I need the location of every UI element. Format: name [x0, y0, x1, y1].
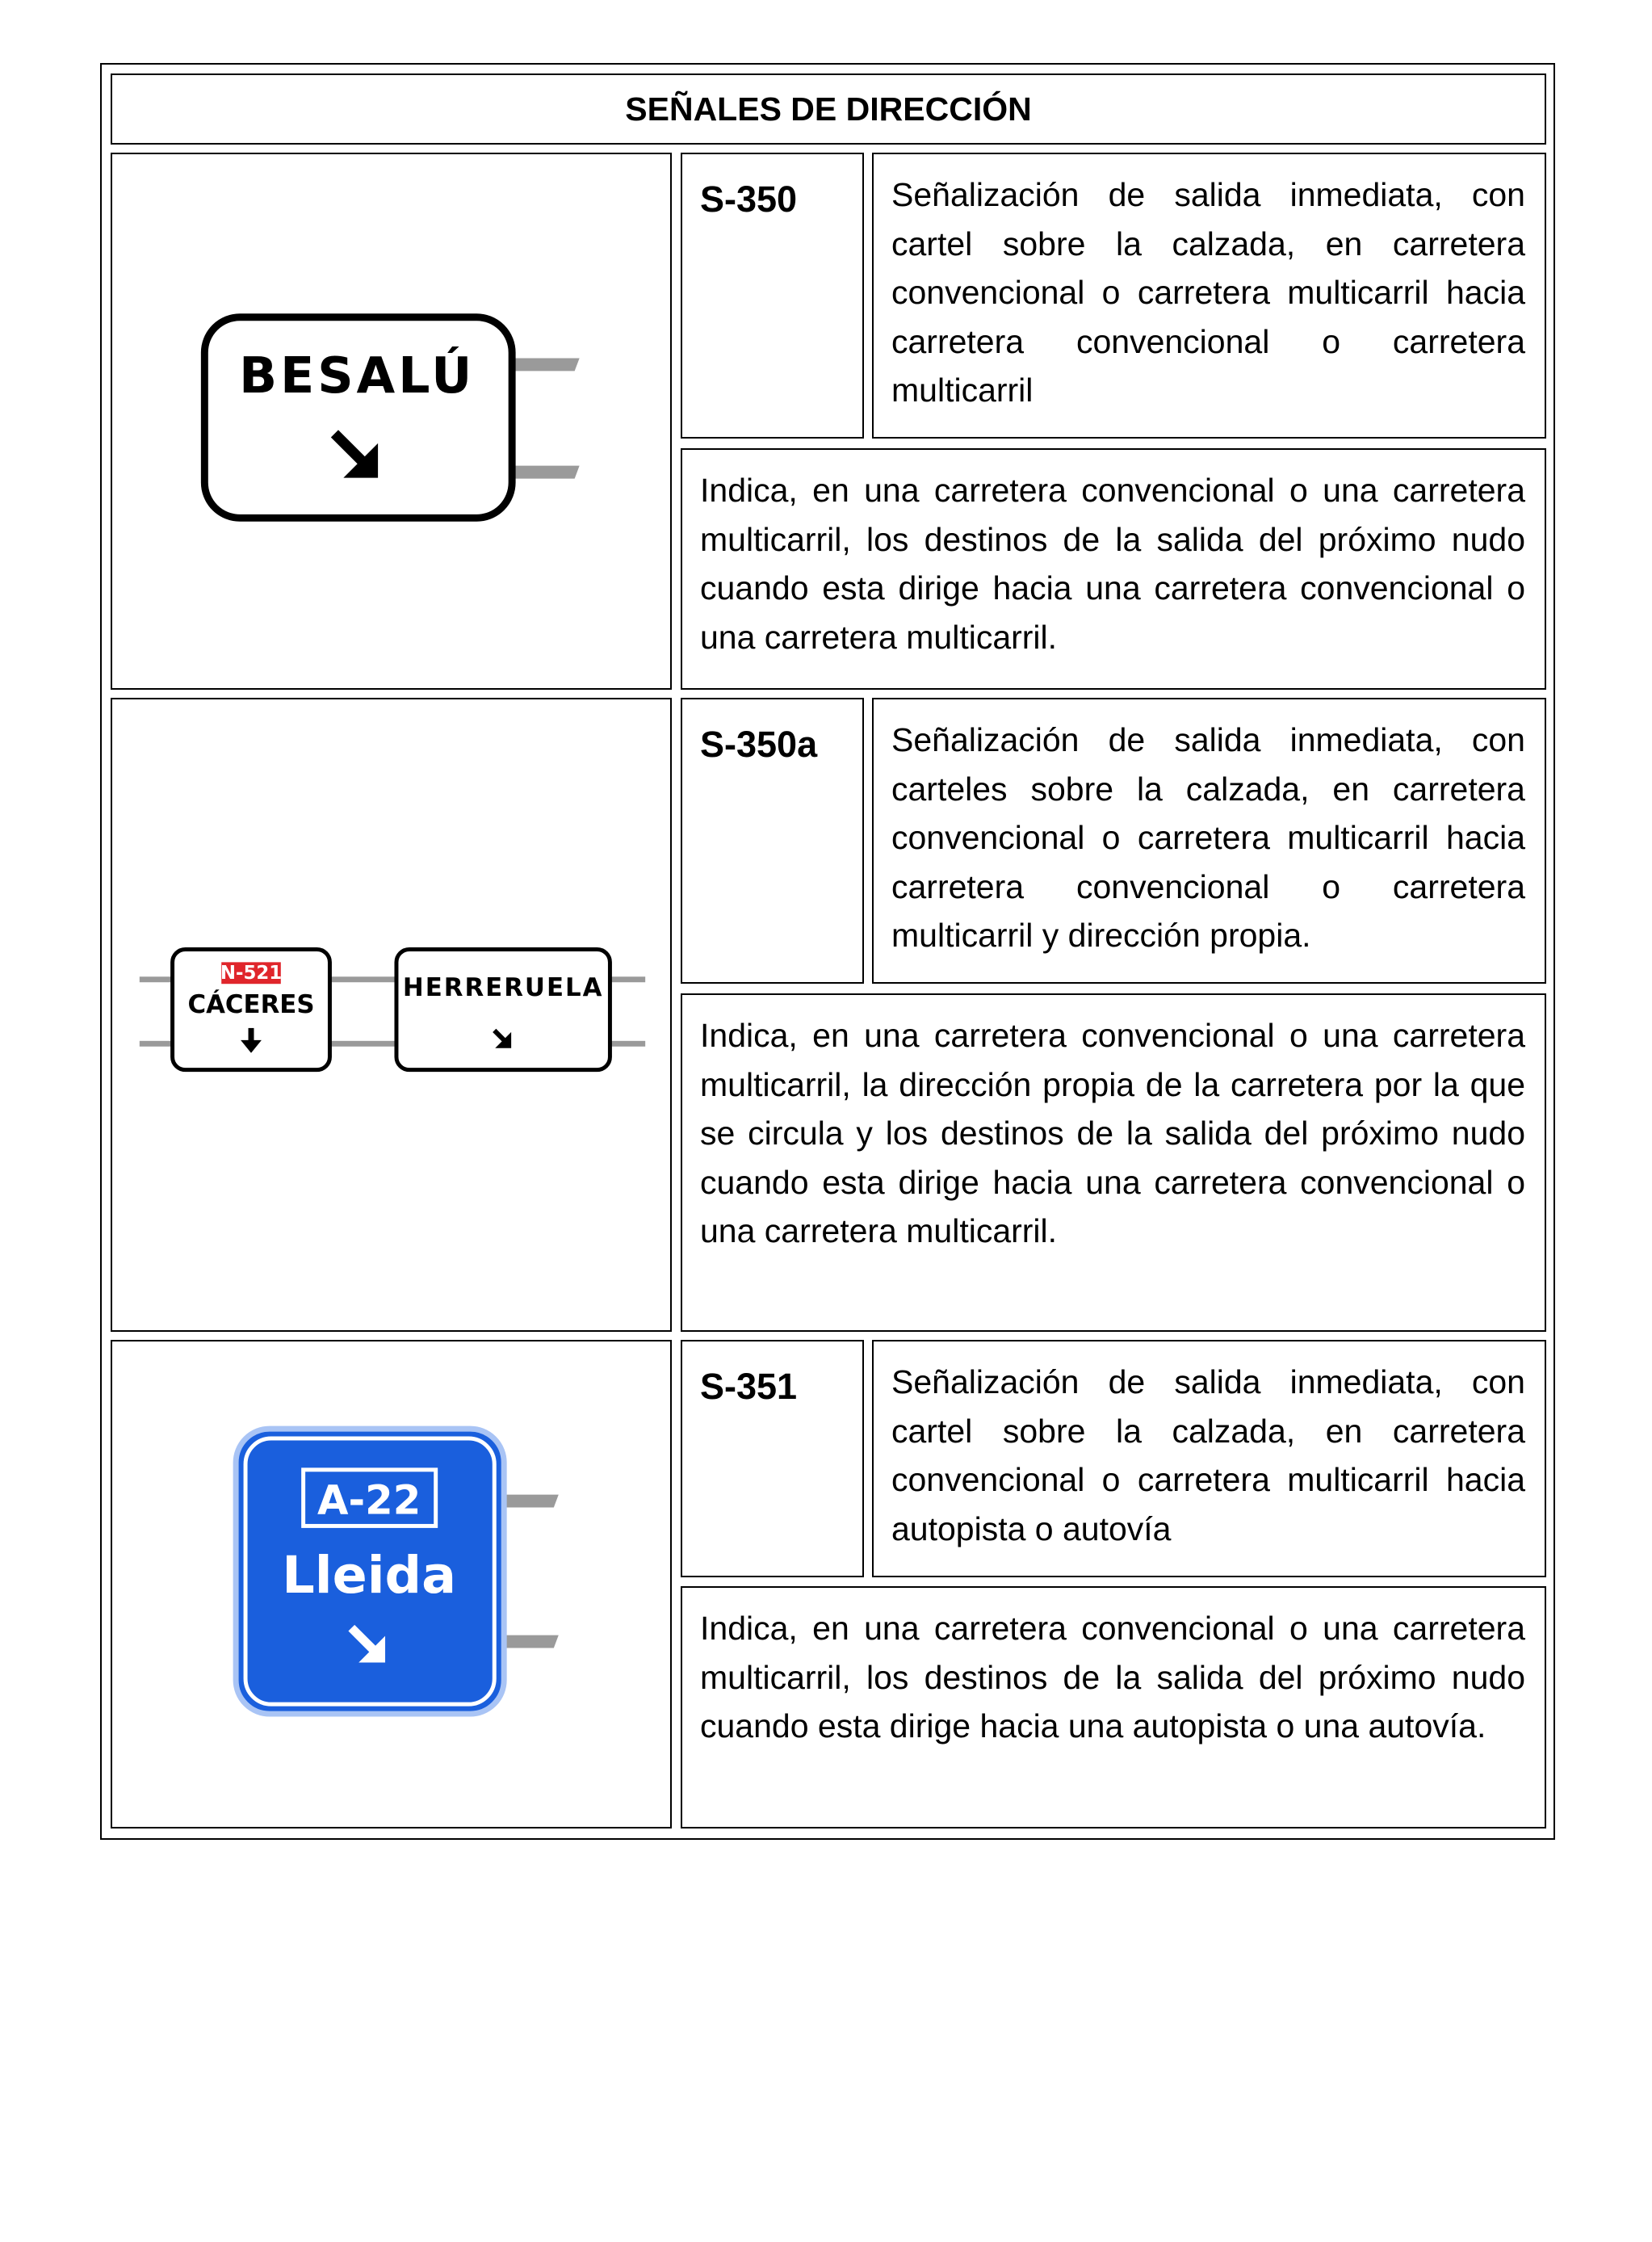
sign-destination-right: HERRERUELA — [402, 973, 604, 1003]
sign-short-description: Señalización de salida inmediata, con carteles sobre la calzada, en carretera convencional o carretera multicarril hacia carretera convencional o carretera multicarril y dirección propia. — [872, 698, 1546, 984]
sign-destination-left: CÁCERES — [187, 990, 315, 1020]
sign-destination: Lleida — [282, 1545, 457, 1606]
table-title: SEÑALES DE DIRECCIÓN — [111, 73, 1546, 145]
sign-code: S-350a — [681, 698, 864, 984]
sign-bracket-top — [512, 358, 580, 371]
sign-image-cell-s350a — [111, 698, 672, 1332]
sign-short-description: Señalización de salida inmediata, con cartel sobre la calzada, en carretera convencional o carretera multicarril hacia carretera convencional o carretera multicarril — [872, 153, 1546, 439]
sign-code: S-350 — [681, 153, 864, 439]
sign-long-description: Indica, en una carretera convencional o una carretera multicarril, los destinos de la salida del próximo nudo cuando esta dirige hacia una autopista o una autovía. — [681, 1586, 1546, 1828]
sign-short-description: Señalización de salida inmediata, con cartel sobre la calzada, en carretera convencional o carretera multicarril hacia autopista o autovía — [872, 1340, 1546, 1577]
sign-image-cell-s350 — [111, 153, 672, 690]
sign-s351 — [112, 1340, 670, 1828]
sign-s350 — [112, 153, 670, 690]
sign-s350a — [112, 698, 670, 1332]
sign-code: S-351 — [681, 1340, 864, 1577]
route-number: N-521 — [220, 963, 283, 985]
sign-long-description: Indica, en una carretera convencional o una carretera multicarril, los destinos de la salida del próximo nudo cuando esta dirige hacia una carretera convencional o una carretera multicarril. — [681, 448, 1546, 690]
route-number: A-22 — [317, 1476, 421, 1524]
sign-image-cell-s351 — [111, 1340, 672, 1828]
sign-destination: BESALÚ — [239, 346, 476, 405]
sign-long-description: Indica, en una carretera convencional o una carretera multicarril, la dirección propia de la carretera por la que se circula y los destinos de la salida del próximo nudo cuando esta dirige hacia una carretera convencional o una carretera multicarril. — [681, 993, 1546, 1332]
sign-panel-right — [396, 949, 610, 1069]
sign-bracket-bottom — [512, 466, 580, 479]
